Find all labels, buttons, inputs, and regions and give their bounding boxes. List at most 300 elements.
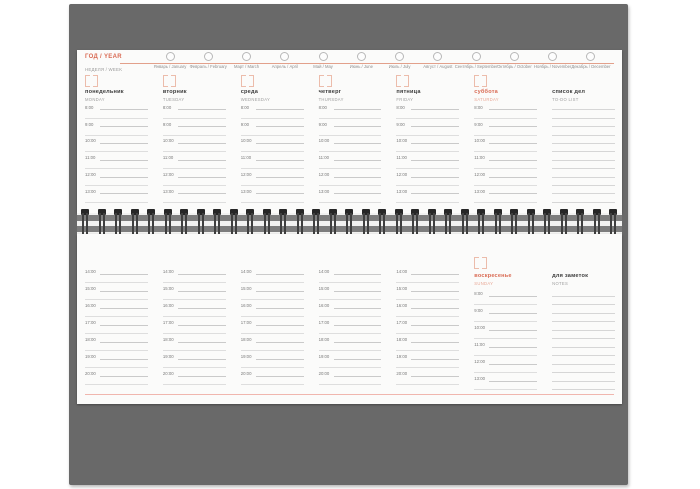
notes-column [544,234,622,404]
time-label: 17:00 [162,320,174,325]
hour-row [319,119,382,127]
half-hour-row [474,178,537,186]
month-label: Апрель / April [271,64,298,69]
half-hour-row [85,326,148,335]
hour-row [319,317,382,326]
month-circle-icon [166,52,175,61]
hour-row [85,152,148,160]
afternoon-times-column [155,234,233,404]
time-label: 16:00 [162,303,174,308]
month-label: Январь / January [153,64,187,69]
half-hour-row [85,110,148,118]
half-hour-row [474,127,537,135]
hour-row [474,169,537,177]
time-label: 10:00 [474,325,486,330]
half-hour-row [241,194,304,202]
month-label: Февраль / February [189,64,227,69]
time-label: 13:00 [162,188,174,194]
hour-row [474,373,537,382]
half-hour-row [85,309,148,318]
hour-row [163,119,226,127]
time-label: 14:00 [162,269,174,274]
hour-row [241,136,304,144]
month-label: Март / March [233,64,260,69]
time-label: 12:00 [474,359,486,364]
half-hour-row [163,275,226,284]
time-label: 13:00 [85,188,96,194]
hour-row [396,119,459,127]
date-bracket [474,75,487,87]
day-column-thursday [311,50,389,213]
time-label: 11:00 [474,342,485,347]
day-name-en-label: FRIDAY [396,96,414,102]
hour-row [396,368,459,377]
blank-line [396,202,459,203]
time-label: 16:00 [85,303,96,308]
hour-row [241,169,304,177]
date-bracket [474,257,487,269]
time-label: 17:00 [85,320,96,325]
half-hour-row [85,161,148,169]
half-hour-row [396,110,459,118]
half-hour-row [474,144,537,152]
day-name-label: воскресенье [474,273,512,279]
time-label: 15:00 [396,286,408,291]
time-label: 8:00 [396,104,405,110]
rows [319,266,382,385]
half-hour-row [163,326,226,335]
half-hour-row [474,348,537,357]
half-hour-row [319,326,382,335]
time-label: 17:00 [318,320,330,325]
half-hour-row [319,194,382,202]
time-label: 13:00 [474,376,486,381]
time-label: 10:00 [85,138,96,144]
half-hour-row [241,110,304,118]
bracket-right [93,75,98,87]
time-label: 15:00 [240,286,252,291]
day-name-en-label: MONDAY [85,96,105,102]
day-name-en-label: SUNDAY [474,280,494,286]
rows [552,288,615,390]
time-label: 13:00 [396,188,408,194]
date-bracket [163,75,176,87]
time-label: 16:00 [318,303,330,308]
time-label: 19:00 [396,354,408,359]
hour-row [474,186,537,194]
month-circle-icon [548,52,557,61]
half-hour-row [241,275,304,284]
hour-row [163,186,226,194]
hour-row [163,136,226,144]
hour-row [319,351,382,360]
month-circle-icon [319,52,328,61]
half-hour-row [319,309,382,318]
day-column-sunday [466,234,544,404]
afternoon-times-column [77,234,155,404]
hour-row [163,102,226,110]
half-hour-row [163,377,226,386]
blank-line [474,202,537,203]
todo-list-column [544,50,622,213]
list-row [552,297,615,306]
hour-row [241,300,304,309]
hour-row [319,266,382,275]
half-hour-row [474,382,537,391]
time-label: 11:00 [240,155,252,161]
half-hour-row [319,377,382,386]
month-circle-icon [204,52,213,61]
time-label: 17:00 [396,320,408,325]
time-label: 8:00 [318,104,327,110]
time-label: 18:00 [396,337,408,342]
month-circle-icon [510,52,519,61]
bracket-right [404,75,409,87]
rows [85,102,148,203]
hour-row [85,334,148,343]
half-hour-row [474,365,537,374]
bracket-left [474,257,479,269]
hour-row [474,136,537,144]
half-hour-row [163,127,226,135]
half-hour-row [396,326,459,335]
time-label: 10:00 [396,138,408,144]
month-label: Сентябрь / September [454,64,498,69]
month-circle-icon [242,52,251,61]
half-hour-row [474,314,537,323]
list-row [552,136,615,144]
list-row [552,169,615,177]
time-label: 14:00 [396,269,408,274]
half-hour-row [396,161,459,169]
time-label: 12:00 [240,172,252,178]
day-name-label: список дел [552,89,586,95]
bracket-right [327,75,332,87]
half-hour-row [163,110,226,118]
half-hour-row [241,309,304,318]
bracket-left [396,75,401,87]
half-hour-row [396,275,459,284]
blank-line [319,384,382,385]
hour-row [241,152,304,160]
half-hour-row [85,360,148,369]
hour-row [474,152,537,160]
day-name-en-label: TUESDAY [162,96,185,102]
hour-row [85,186,148,194]
half-hour-row [85,144,148,152]
date-bracket [85,75,98,87]
bracket-left [474,75,479,87]
date-bracket [319,75,332,87]
half-hour-row [319,292,382,301]
rows [163,102,226,203]
month-item [560,52,622,69]
hour-row [319,334,382,343]
bracket-right [249,75,254,87]
hour-row [163,300,226,309]
time-label: 13:00 [318,188,330,194]
hour-row [396,169,459,177]
rows [474,102,537,203]
hour-row [163,351,226,360]
bracket-left [85,75,90,87]
bracket-right [171,75,176,87]
month-label: Август / August [423,64,453,69]
half-hour-row [396,194,459,202]
hour-row [163,152,226,160]
half-hour-row [241,343,304,352]
day-name-en-label: SATURDAY [474,96,499,102]
time-label: 10:00 [162,138,174,144]
hour-row [85,266,148,275]
month-label: Июнь / June [349,64,373,69]
list-row [552,161,615,169]
bracket-right [482,75,487,87]
hour-row [474,288,537,297]
list-row [552,331,615,340]
month-circle-icon [280,52,289,61]
week-label: НЕДЕЛЯ / WEEK [85,67,123,72]
hour-row [474,339,537,348]
time-label: 16:00 [396,303,408,308]
list-row [552,305,615,314]
time-label: 9:00 [474,121,483,127]
afternoon-times-column [233,234,311,404]
day-name-en-label: THURSDAY [318,96,344,102]
rows [241,266,304,385]
hour-row [474,322,537,331]
half-hour-row [319,343,382,352]
list-row [552,373,615,382]
half-hour-row [474,194,537,202]
day-column-saturday [466,50,544,213]
time-label: 16:00 [240,303,252,308]
time-label: 18:00 [318,337,330,342]
half-hour-row [241,161,304,169]
time-label: 15:00 [318,286,330,291]
hour-row [396,351,459,360]
half-hour-row [163,144,226,152]
half-hour-row [163,343,226,352]
time-label: 8:00 [240,104,250,110]
hour-row [241,102,304,110]
hour-row [163,283,226,292]
day-column-monday [77,50,155,213]
year-label: ГОД / YEAR [85,54,122,60]
hour-row [163,368,226,377]
blank-line [241,202,304,203]
time-label: 14:00 [85,269,96,274]
list-row [552,288,615,297]
bracket-left [241,75,246,87]
blank-line [396,384,459,385]
rows [85,266,148,385]
day-name-label: четверг [318,89,342,95]
time-label: 11:00 [318,155,329,161]
half-hour-row [163,309,226,318]
blank-line [85,384,148,385]
month-circle-icon [586,52,595,61]
time-label: 11:00 [162,155,174,161]
time-label: 8:00 [162,104,172,110]
half-hour-row [241,292,304,301]
half-hour-row [319,360,382,369]
hour-row [85,136,148,144]
time-label: 10:00 [240,138,252,144]
bracket-left [319,75,324,87]
time-label: 14:00 [240,269,252,274]
time-label: 18:00 [85,337,96,342]
half-hour-row [85,275,148,284]
half-hour-row [319,178,382,186]
date-bracket [241,75,254,87]
day-name-en-label: TO-DO LIST [552,96,579,102]
hour-row [319,169,382,177]
rows [396,102,459,203]
time-label: 11:00 [474,155,485,161]
half-hour-row [474,331,537,340]
list-row [552,339,615,348]
blank-line [85,202,148,203]
time-label: 15:00 [85,286,96,291]
day-column-tuesday [155,50,233,213]
half-hour-row [319,127,382,135]
afternoon-times-column [311,234,389,404]
time-label: 19:00 [318,354,330,359]
day-name-label: среда [240,89,259,95]
half-hour-row [396,377,459,386]
list-row [552,178,615,186]
month-circle-icon [472,52,481,61]
half-hour-row [319,144,382,152]
half-hour-row [163,161,226,169]
half-hour-row [396,127,459,135]
blank-line [552,202,615,203]
blank-line [319,202,382,203]
hour-row [474,305,537,314]
hour-row [319,136,382,144]
time-label: 17:00 [240,320,252,325]
half-hour-row [241,127,304,135]
half-hour-row [396,343,459,352]
time-label: 19:00 [85,354,96,359]
hour-row [396,300,459,309]
month-label: Июль / July [388,64,411,69]
blank-line [163,384,226,385]
time-label: 9:00 [396,121,405,127]
hour-row [474,356,537,365]
hour-row [241,119,304,127]
day-name-en-label: NOTES [552,280,569,286]
half-hour-row [85,377,148,386]
half-hour-row [163,360,226,369]
hour-row [85,283,148,292]
hour-row [241,317,304,326]
hour-row [319,102,382,110]
hour-row [241,266,304,275]
half-hour-row [319,161,382,169]
time-label: 20:00 [162,371,174,376]
half-hour-row [474,297,537,306]
time-label: 20:00 [85,371,96,376]
list-row [552,144,615,152]
time-label: 8:00 [85,104,94,110]
hour-row [396,102,459,110]
hour-row [396,136,459,144]
half-hour-row [85,178,148,186]
time-label: 13:00 [240,188,252,194]
half-hour-row [85,127,148,135]
hour-row [319,368,382,377]
half-hour-row [163,292,226,301]
half-hour-row [319,275,382,284]
hour-row [163,169,226,177]
list-row [552,382,615,391]
hour-row [241,186,304,194]
time-label: 19:00 [240,354,252,359]
day-column-wednesday [233,50,311,213]
rows [474,288,537,390]
time-label: 14:00 [318,269,330,274]
list-row [552,119,615,127]
day-name-label: суббота [474,89,498,95]
time-label: 8:00 [474,104,483,110]
list-row [552,186,615,194]
time-label: 20:00 [396,371,408,376]
half-hour-row [319,110,382,118]
hour-row [396,152,459,160]
bottom-page [77,234,622,404]
rows [552,102,615,203]
time-label: 20:00 [318,371,330,376]
hour-row [85,169,148,177]
time-label: 9:00 [85,121,94,127]
month-label: Декабрь / December [571,64,611,69]
time-label: 9:00 [318,121,327,127]
bracket-right [482,257,487,269]
day-name-label: понедельник [85,89,124,95]
time-label: 9:00 [240,121,250,127]
time-label: 18:00 [162,337,174,342]
half-hour-row [241,377,304,386]
half-hour-row [474,110,537,118]
month-circle-icon [357,52,366,61]
half-hour-row [241,360,304,369]
list-row [552,356,615,365]
page-end-rule [85,394,614,395]
month-circle-icon [395,52,404,61]
hour-row [85,102,148,110]
time-label: 13:00 [474,188,486,194]
half-hour-row [163,194,226,202]
month-label: Май / May [313,64,333,69]
rows [396,266,459,385]
hour-row [319,283,382,292]
month-circle-icon [433,52,442,61]
month-label: Октябрь / October [497,64,532,69]
list-row [552,110,615,118]
hour-row [163,266,226,275]
hour-row [85,317,148,326]
time-label: 8:00 [474,291,483,296]
time-label: 12:00 [162,172,174,178]
list-row [552,314,615,323]
time-label: 19:00 [162,354,174,359]
day-name-label: пятница [396,89,421,95]
top-page [77,50,622,213]
hour-row [241,368,304,377]
half-hour-row [241,178,304,186]
